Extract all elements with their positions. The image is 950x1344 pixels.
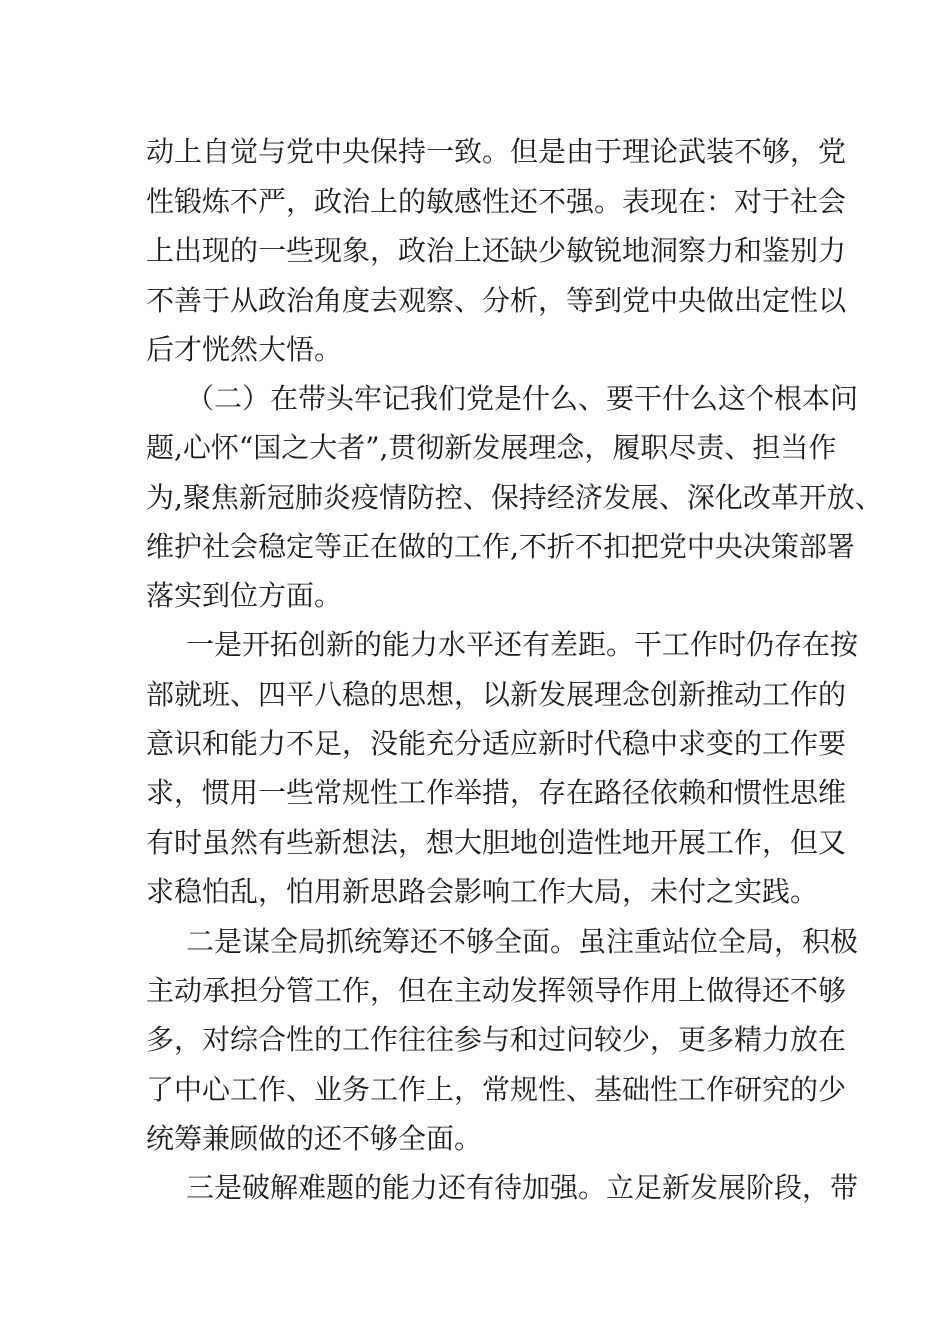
text-line: 题,心怀“国之大者”,贯彻新发展理念，履职尽责、担当作: [146, 431, 837, 464]
text-line: 动上自觉与党中央保持一致。但是由于理论武装不够，党: [146, 135, 847, 168]
text-line: （二）在带头牢记我们党是什么、要干什么这个根本问: [186, 382, 859, 415]
text-line: 一是开拓创新的能力水平还有差距。干工作时仍存在按: [186, 628, 859, 661]
text-line: 后才恍然大悟。: [146, 333, 343, 366]
text-line: 求，惯用一些常规性工作举措，存在路径依赖和惯性思维: [146, 776, 847, 809]
text-line: 二是谋全局抓统筹还不够全面。虽注重站位全局，积极: [186, 925, 859, 958]
text-line: 落实到位方面。: [146, 579, 343, 612]
text-line: 三是破解难题的能力还有待加强。立足新发展阶段，带: [186, 1171, 859, 1204]
text-line: 维护社会稳定等正在做的工作,不折不扣把党中央决策部署: [146, 530, 855, 563]
text-line: 不善于从政治角度去观察、分析，等到党中央做出定性以: [146, 284, 847, 317]
text-line: 有时虽然有些新想法，想大胆地创造性地开展工作，但又: [146, 826, 847, 859]
text-line: 主动承担分管工作，但在主动发挥领导作用上做得还不够: [146, 974, 847, 1007]
text-line: 部就班、四平八稳的思想，以新发展理念创新推动工作的: [146, 678, 847, 711]
text-line: 意识和能力不足，没能充分适应新时代稳中求变的工作要: [146, 727, 847, 760]
text-line: 统筹兼顾做的还不够全面。: [146, 1122, 483, 1155]
text-line: 多，对综合性的工作往往参与和过问较少，更多精力放在: [146, 1023, 847, 1056]
text-line: 了中心工作、业务工作上，常规性、基础性工作研究的少: [146, 1073, 847, 1106]
text-line: 上出现的一些现象，政治上还缺少敏锐地洞察力和鉴别力: [146, 234, 847, 267]
text-line: 为,聚焦新冠肺炎疫情防控、保持经济发展、深化改革开放、: [146, 481, 883, 514]
text-line: 求稳怕乱，怕用新思路会影响工作大局，未付之实践。: [146, 875, 819, 908]
text-line: 性锻炼不严，政治上的敏感性还不强。表现在：对于社会: [146, 185, 847, 218]
